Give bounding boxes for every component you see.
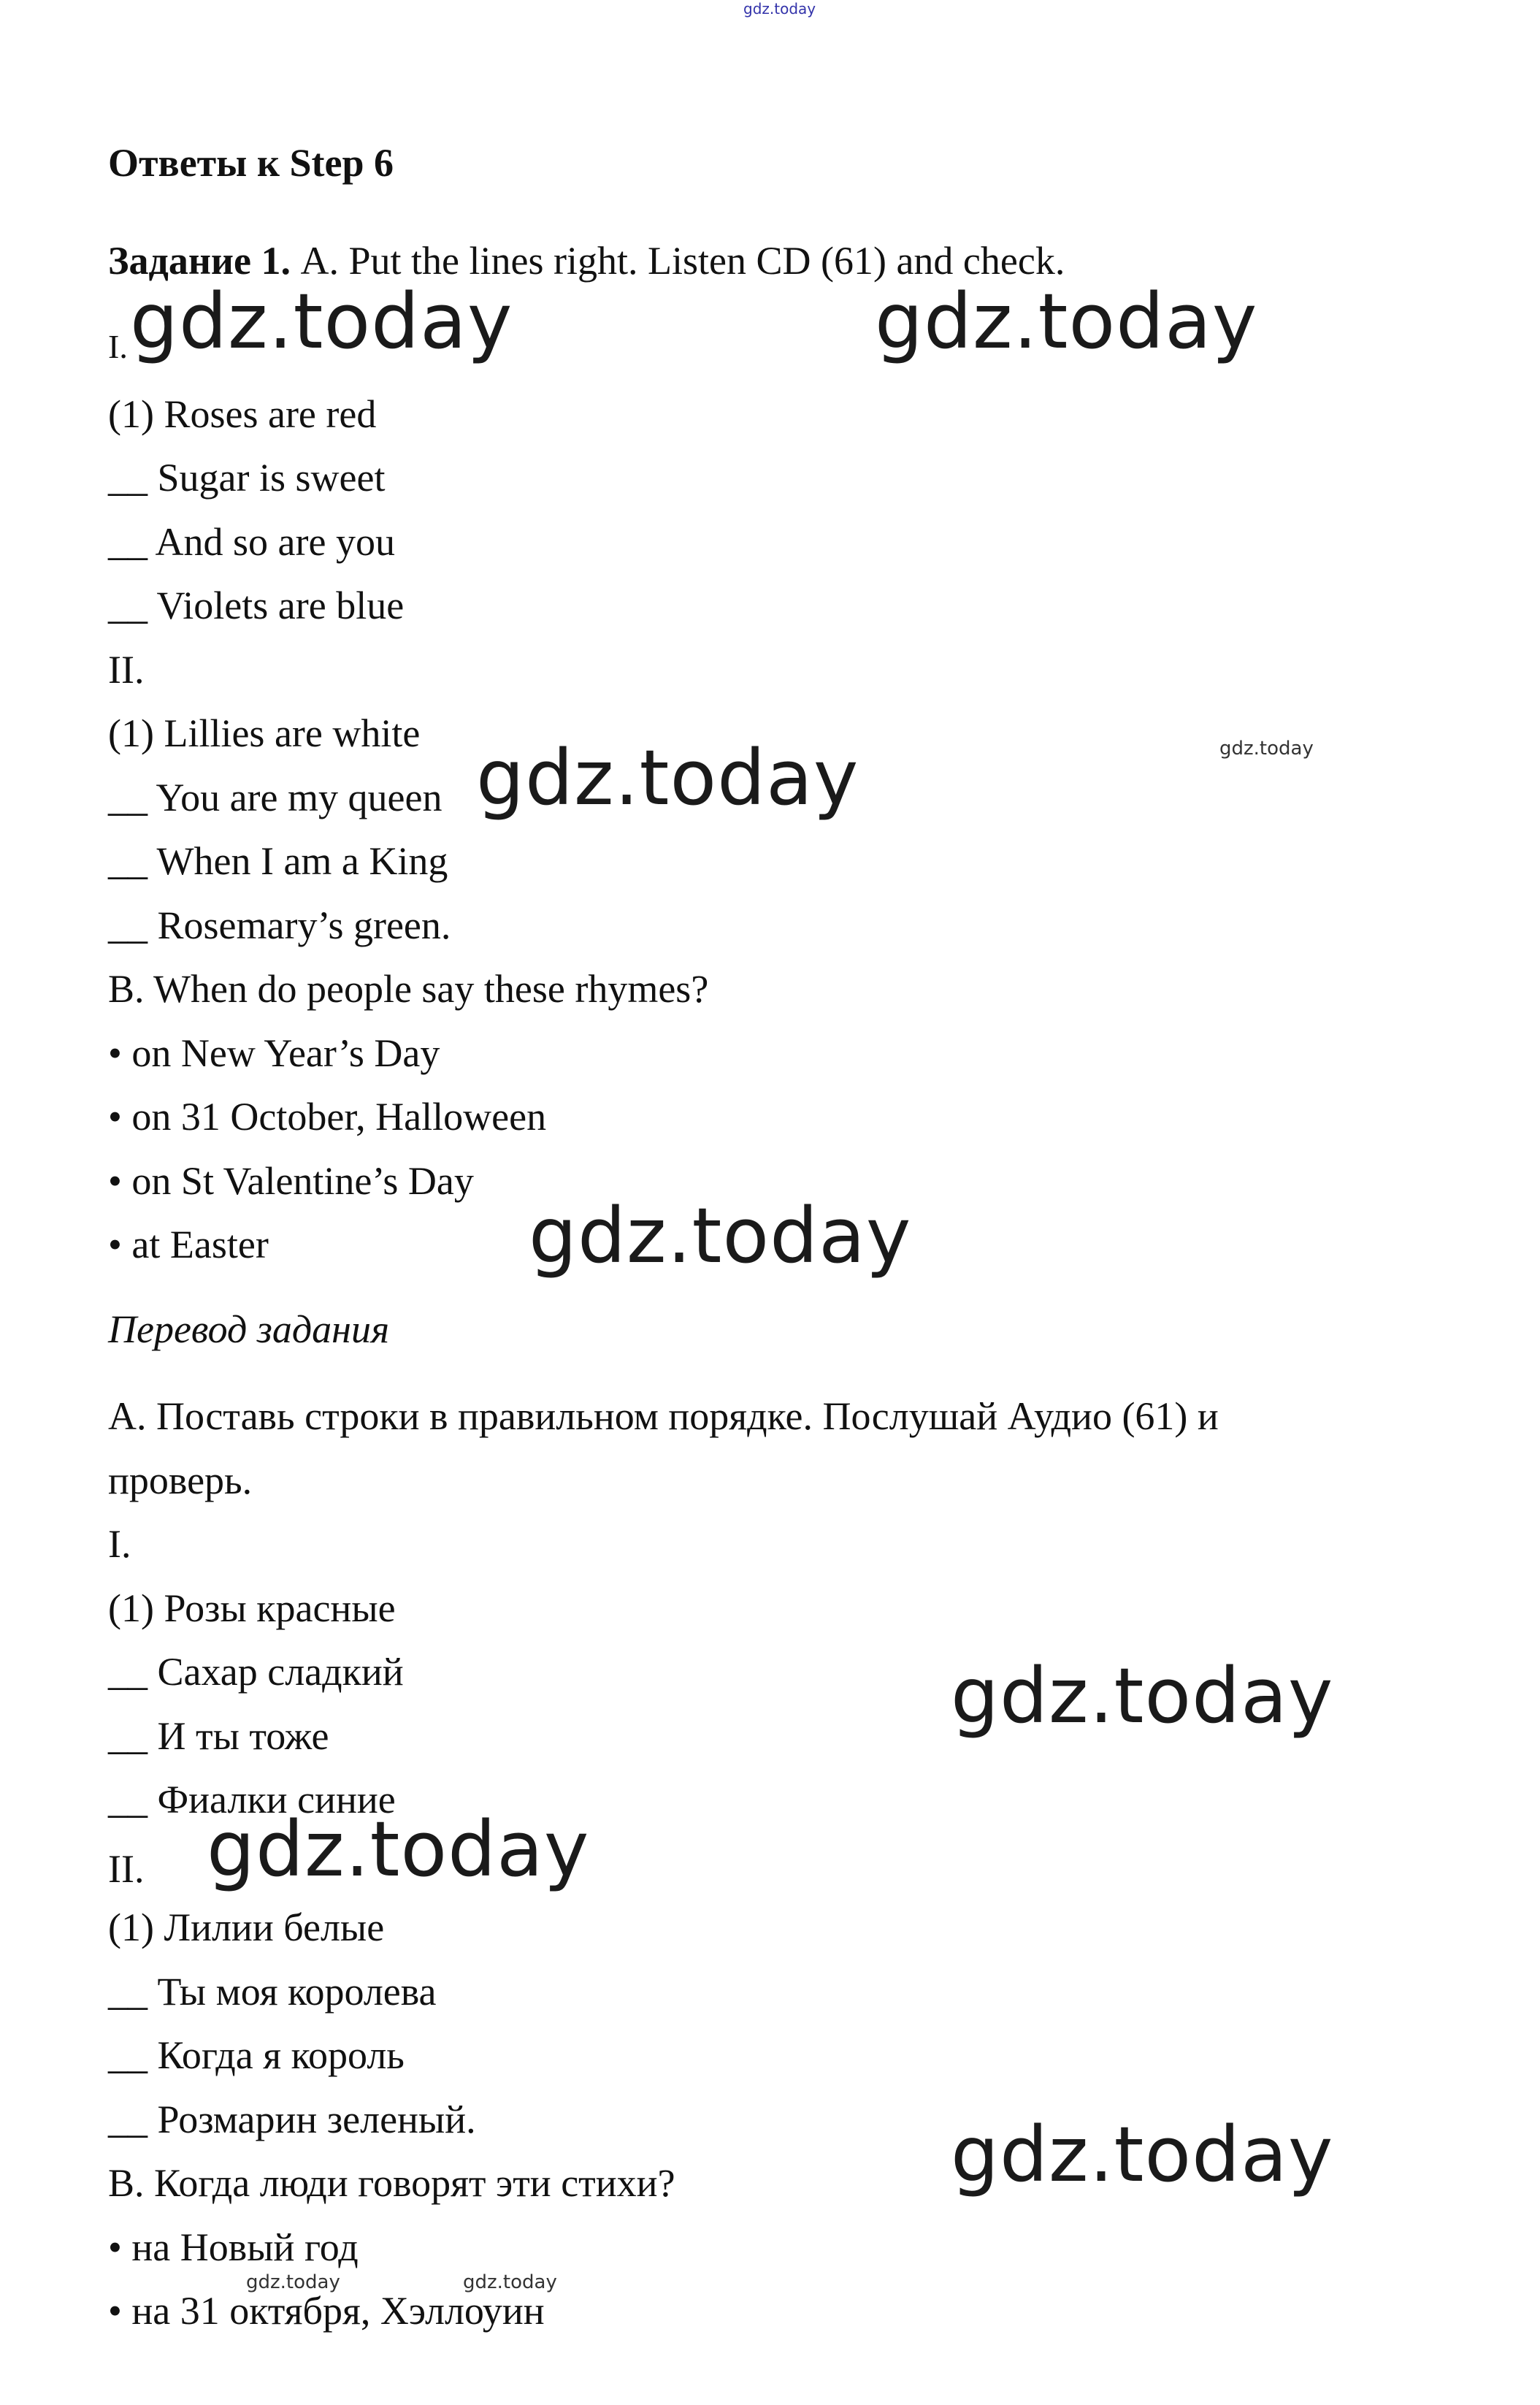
option-item: • on New Year’s Day xyxy=(108,1031,440,1075)
watermark-small: gdz.today xyxy=(1219,738,1314,760)
section-label-en-1: I. xyxy=(108,328,128,365)
list-item: __ Ты моя королева xyxy=(108,1970,437,2014)
page-title: Ответы к Step 6 xyxy=(108,141,394,185)
list-item: __ When I am a King xyxy=(108,839,448,883)
list-item: __ And so are you xyxy=(108,520,395,564)
list-item: (1) Lillies are white xyxy=(108,711,421,755)
translation-heading: Перевод задания xyxy=(108,1307,390,1351)
translation-instruction-1: A. Поставь строки в правильном порядке. Послушай Аудио (61) и xyxy=(108,1394,1219,1438)
list-item: (1) Розы красные xyxy=(108,1586,396,1630)
list-item: __ Фиалки синие xyxy=(108,1778,396,1821)
option-item: • on St Valentine’s Day xyxy=(108,1159,474,1203)
list-item: __ Violets are blue xyxy=(108,584,405,627)
list-item: __ You are my queen xyxy=(108,776,443,819)
section-label-ru-2: II. xyxy=(108,1847,145,1891)
watermark-logo: gdz.today xyxy=(130,277,513,366)
watermark-small: gdz.today xyxy=(246,2271,340,2293)
watermark-top: gdz.today xyxy=(743,0,816,18)
watermark-logo: gdz.today xyxy=(476,733,859,822)
watermark-logo: gdz.today xyxy=(875,277,1258,366)
task-label: Задание 1. xyxy=(108,239,291,283)
watermark-logo: gdz.today xyxy=(529,1191,912,1280)
list-item: __ Rosemary’s green. xyxy=(108,903,451,947)
list-item: __ И ты тоже xyxy=(108,1714,329,1758)
list-item: __ Сахар сладкий xyxy=(108,1650,404,1694)
watermark-logo: gdz.today xyxy=(207,1805,590,1894)
section-label-en-2: II. xyxy=(108,648,145,692)
list-item: __ Когда я король xyxy=(108,2033,405,2077)
list-item: __ Sugar is sweet xyxy=(108,456,386,500)
list-item: (1) Лилии белые xyxy=(108,1905,385,1949)
task-instruction: A. Put the lines right. Listen CD (61) and check. xyxy=(291,239,1065,283)
watermark-logo: gdz.today xyxy=(951,2110,1334,2199)
watermark-small: gdz.today xyxy=(463,2271,557,2293)
section-label-ru-1: I. xyxy=(108,1522,131,1566)
translation-instruction-2: проверь. xyxy=(108,1458,253,1502)
list-item: __ Розмарин зеленый. xyxy=(108,2098,476,2141)
list-item: (1) Roses are red xyxy=(108,392,377,436)
question-ru: B. Когда люди говорят эти стихи? xyxy=(108,2161,675,2205)
option-item: • on 31 October, Halloween xyxy=(108,1095,547,1139)
option-item: • at Easter xyxy=(108,1223,269,1266)
watermark-logo: gdz.today xyxy=(951,1651,1334,1740)
option-item: • на Новый год xyxy=(108,2225,359,2269)
question-en: B. When do people say these rhymes? xyxy=(108,967,709,1011)
option-item: • на 31 октября, Хэллоуин xyxy=(108,2289,545,2333)
task-line xyxy=(108,239,1065,283)
